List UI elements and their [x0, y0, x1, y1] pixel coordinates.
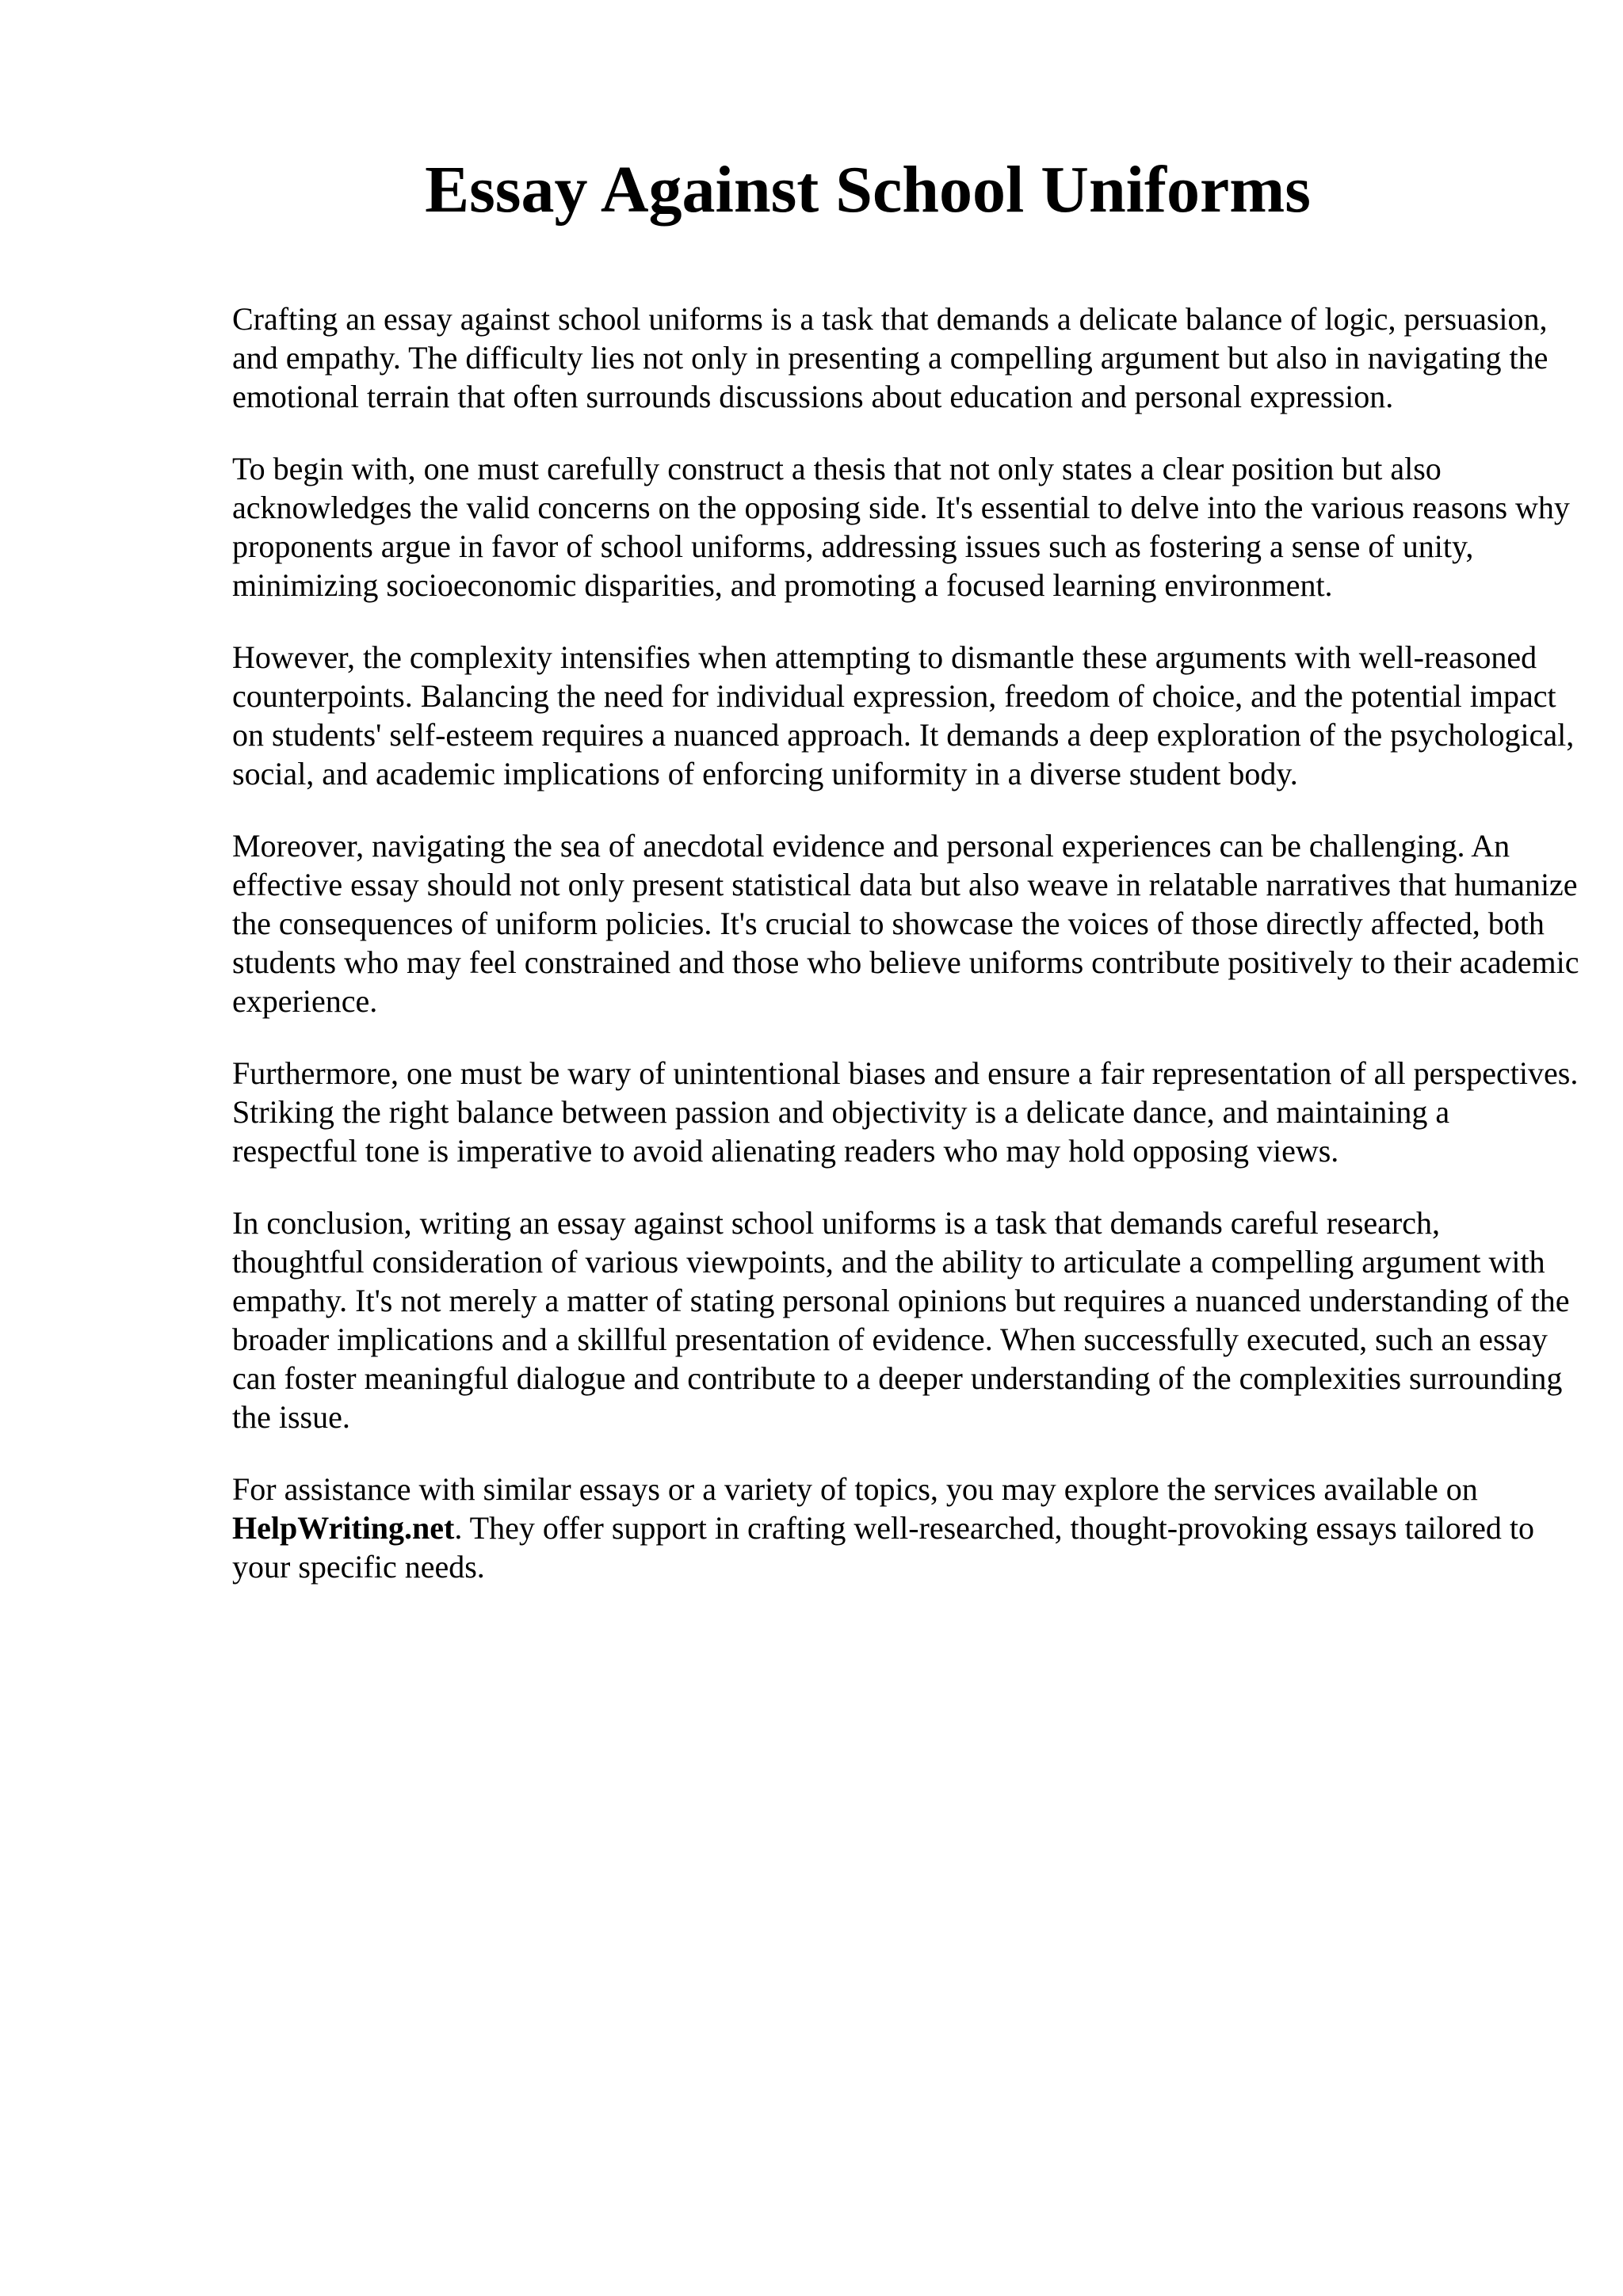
paragraph-counterpoints: However, the complexity intensifies when attempting to dismantle these arguments with well-reasoned counterpoints. Balancing the need for individual expression, freedom of choice, and the potential impact on students' self-esteem requires a nuanced approach. It demands a deep exploration of the psychological, social, and academic implications of enforcing uniformity in a diverse student body. [232, 639, 1575, 791]
closing-text-after: . They offer support in crafting well-researched, thought-provoking essays tailored to your specific needs. [232, 1510, 1534, 1585]
closing-text-before: For assistance with similar essays or a variety of topics, you may explore the services available on [232, 1471, 1478, 1507]
paragraph-thesis: To begin with, one must carefully construct a thesis that not only states a clear position but also acknowledges the valid concerns on the opposing side. It's essential to delve into the various reasons why proponents argue in favor of school uniforms, addressing issues such as fostering a sense of unity, minimizing socioeconomic disparities, and promoting a focused learning environment. [232, 451, 1570, 603]
paragraph-conclusion: In conclusion, writing an essay against school uniforms is a task that demands careful research, thoughtful consideration of various viewpoints, and the ability to articulate a compelling argument with empathy. It's not merely a matter of stating personal opinions but requires a nuanced understanding of the broader implications and a skillful presentation of evidence. When successfully executed, such an essay can foster meaningful dialogue and contribute to a deeper understanding of the complexities surrounding the issue. [232, 1205, 1570, 1435]
document-title: Essay Against School Uniforms [425, 153, 1311, 227]
brand-name: HelpWriting.net [232, 1510, 455, 1546]
paragraph-evidence: Moreover, navigating the sea of anecdotal evidence and personal experiences can be challenging. An effective essay should not only present statistical data but also weave in relatable narratives that humanize the consequences of uniform policies. It's crucial to showcase the voices of those directly affected, both students who may feel constrained and those who believe uniforms contribute positively to their academic experience. [232, 828, 1579, 1019]
paragraph-intro: Crafting an essay against school uniforms is a task that demands a delicate balance of logic, persuasion, and empathy. The difficulty lies not only in presenting a compelling argument but also in navigating the emotional terrain that often surrounds discussions about education and personal expression. [232, 301, 1549, 414]
paragraph-biases: Furthermore, one must be wary of unintentional biases and ensure a fair representation of all perspectives. Striking the right balance between passion and objectivity is a delicate dance, and maintaining a respectful tone is imperative to avoid alienating readers who may hold opposing views. [232, 1055, 1579, 1169]
document-body [232, 299, 1579, 1619]
paragraph-closing [232, 1470, 1579, 1586]
